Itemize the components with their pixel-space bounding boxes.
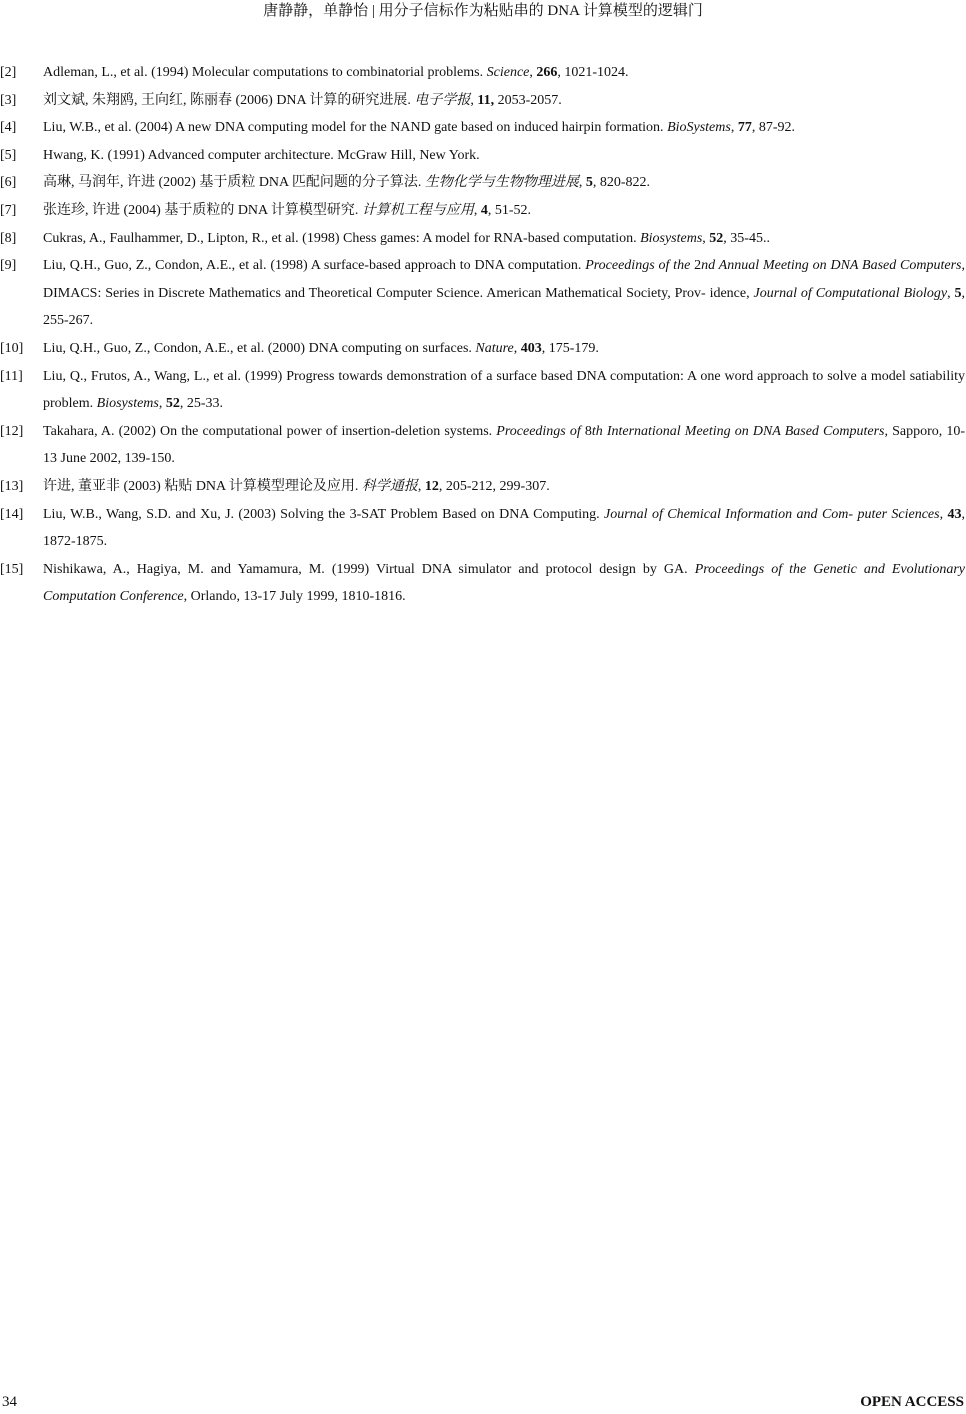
reference-segment: , 1021-1024. [557, 65, 629, 80]
reference-segment: , 205-212, 299-307. [438, 478, 550, 494]
reference-segment: , [947, 285, 955, 301]
reference-italic-segment: 计算机工程与应用 [361, 202, 474, 218]
reference-item [0, 418, 966, 473]
reference-bold-segment: 77 [737, 120, 752, 136]
reference-segment: 张连珍, 许进 (2004) 基于质粒的 DNA 计算模型研究. [43, 202, 362, 218]
reference-item [0, 335, 966, 363]
reference-italic-segment: Journal of Computational Biology [753, 285, 948, 301]
reference-segment: , 25-33. [179, 396, 224, 412]
reference-segment: , 87-92. [751, 120, 795, 136]
reference-item [0, 556, 966, 611]
reference-segment: , Orlando, 13-17 July 1999, 1810-1816. [183, 589, 406, 605]
reference-segment: Cukras, A., Faulhammer, D., Lipton, R., et al. (1998) Chess games: A model for RNA-based computation. [43, 230, 641, 246]
reference-segment: 高琳, 马润年, 许进 (2002) 基于质粒 DNA 匹配问题的分子算法. [43, 175, 425, 191]
reference-text [43, 556, 965, 611]
reference-italic-segment: nd Annual Meeting on DNA Based Computers [701, 258, 962, 274]
running-title: 唐静静，单静怡 | 用分子信标作为粘贴串的 DNA 计算模型的逻辑门 [263, 3, 703, 19]
reference-segment: Takahara, A. (2002) On the computational power of insertion-deletion systems. [43, 423, 497, 439]
reference-text [43, 473, 965, 501]
reference-segment: , 255-267. [43, 285, 965, 329]
reference-number: [7] [0, 202, 17, 218]
reference-bold-segment: 266 [536, 65, 558, 80]
reference-bold-segment: 52 [709, 230, 724, 246]
reference-segment: , 51-52. [487, 202, 532, 218]
reference-italic-segment: Biosystems [96, 396, 159, 412]
reference-segment: , [473, 202, 481, 218]
reference-italic-segment: Science [486, 65, 530, 80]
reference-italic-segment: Nature [475, 340, 514, 356]
reference-number: [9] [0, 258, 17, 274]
reference-segment: , [730, 120, 738, 136]
reference-bold-segment: 4 [480, 202, 488, 218]
reference-segment: Nishikawa, A., Hagiya, M. and Yamamura, M. (1999) Virtual DNA simulator and protocol design by GA. [43, 561, 695, 577]
reference-item [0, 87, 966, 115]
reference-number: [12] [0, 423, 24, 439]
reference-number: [2] [0, 65, 17, 80]
reference-segment: 2 [694, 258, 702, 274]
reference-number: [14] [0, 506, 24, 522]
reference-number: [6] [0, 175, 17, 191]
reference-text [43, 501, 965, 556]
reference-segment: 刘文斌, 朱翔鸥, 王向红, 陈丽春 (2006) DNA 计算的研究进展. [43, 92, 415, 108]
reference-segment: Liu, Q., Frutos, A., Wang, L., et al. (1999) Progress towards demonstration of a surface based DNA computation: A one word approach to solve a model satiability problem. [43, 368, 965, 412]
reference-item [0, 501, 966, 556]
reference-segment: Liu, Q.H., Guo, Z., Condon, A.E., et al. (1998) A surface-based approach to DNA computation. [43, 258, 586, 274]
reference-italic-segment: Proceedings of [496, 423, 585, 439]
reference-segment: 2053-2057. [494, 92, 562, 108]
reference-item [0, 252, 966, 335]
reference-segment: Liu, W.B., et al. (2004) A new DNA computing model for the NAND gate based on induced hairpin formation. [43, 120, 668, 136]
reference-text [43, 252, 965, 335]
reference-segment: , [513, 340, 521, 356]
reference-list [0, 59, 966, 611]
reference-text [43, 197, 965, 225]
reference-bold-segment: 43 [947, 506, 962, 522]
reference-segment: , 1872-1875. [43, 506, 966, 550]
reference-text [43, 418, 965, 473]
reference-segment: , [158, 396, 166, 412]
reference-item [0, 225, 966, 253]
reference-segment: , [939, 506, 948, 522]
open-access-label: OPEN ACCESS [860, 1394, 964, 1410]
reference-bold-segment: 52 [165, 396, 180, 412]
reference-italic-segment: 电子学报 [414, 92, 471, 108]
reference-italic-segment: 生物化学与生物物理进展 [424, 175, 579, 191]
reference-segment: , 35-45.. [723, 230, 770, 246]
running-header [0, 0, 966, 22]
reference-italic-segment: Proceedings of the [585, 258, 695, 274]
page-footer [0, 1394, 966, 1414]
reference-number: [10] [0, 340, 24, 356]
reference-segment: , [470, 92, 478, 108]
reference-number: [11] [0, 368, 23, 384]
reference-bold-segment: 5 [585, 175, 593, 191]
reference-italic-segment: Journal of Chemical Information and Com- puter Sciences [604, 506, 940, 522]
reference-segment: , 175-179. [541, 340, 599, 356]
reference-segment: 8 [584, 423, 592, 439]
reference-text [43, 142, 965, 170]
reference-segment: , Sapporo, 10-13 June 2002, 139-150. [43, 423, 965, 467]
reference-italic-segment: 科学通报 [361, 478, 418, 494]
reference-italic-segment: Biosystems [640, 230, 703, 246]
reference-segment: , [702, 230, 710, 246]
reference-bold-segment: 12 [424, 478, 439, 494]
reference-italic-segment: Proceedings of the Genetic and Evolutionary Computation Conference [43, 561, 965, 605]
reference-text [43, 59, 965, 87]
reference-number: [4] [0, 120, 17, 136]
reference-italic-segment: BioSystems [667, 120, 731, 136]
reference-text [43, 114, 965, 142]
reference-bold-segment: 5 [954, 285, 962, 301]
reference-item [0, 363, 966, 418]
reference-segment: Liu, Q.H., Guo, Z., Condon, A.E., et al. (2000) DNA computing on surfaces. [43, 340, 476, 356]
reference-text [43, 169, 965, 197]
reference-segment: Liu, W.B., Wang, S.D. and Xu, J. (2003) Solving the 3-SAT Problem Based on DNA Computing. [43, 506, 604, 522]
reference-segment: , DIMACS: Series in Discrete Mathematics and Theoretical Computer Science. American Mathematical Society, Prov- idence, [43, 258, 966, 301]
reference-segment: , [417, 478, 425, 494]
reference-segment: , [578, 175, 586, 191]
reference-text [43, 363, 965, 418]
reference-number: [3] [0, 92, 17, 108]
reference-number: [13] [0, 478, 24, 494]
reference-segment: , [529, 65, 537, 80]
reference-item [0, 142, 966, 170]
reference-item [0, 59, 966, 87]
reference-segment: Adleman, L., et al. (1994) Molecular computations to combinatorial problems. [43, 65, 487, 80]
reference-text [43, 335, 965, 363]
reference-bold-segment: 11, [477, 92, 495, 108]
reference-italic-segment: th International Meeting on DNA Based Computers [591, 423, 885, 439]
reference-number: [8] [0, 230, 17, 246]
reference-text [43, 87, 965, 115]
reference-segment: Hwang, K. (1991) Advanced computer architecture. McGraw Hill, New York. [43, 147, 480, 163]
reference-segment: 许进, 董亚非 (2003) 粘贴 DNA 计算模型理论及应用. [43, 478, 362, 494]
reference-text [43, 225, 965, 253]
reference-item [0, 197, 966, 225]
reference-segment: , 820-822. [592, 175, 651, 191]
reference-number: [15] [0, 561, 24, 577]
reference-number: [5] [0, 147, 17, 163]
reference-item [0, 114, 966, 142]
reference-item [0, 169, 966, 197]
page-number: 34 [2, 1394, 17, 1410]
reference-item [0, 473, 966, 501]
reference-bold-segment: 403 [520, 340, 542, 356]
